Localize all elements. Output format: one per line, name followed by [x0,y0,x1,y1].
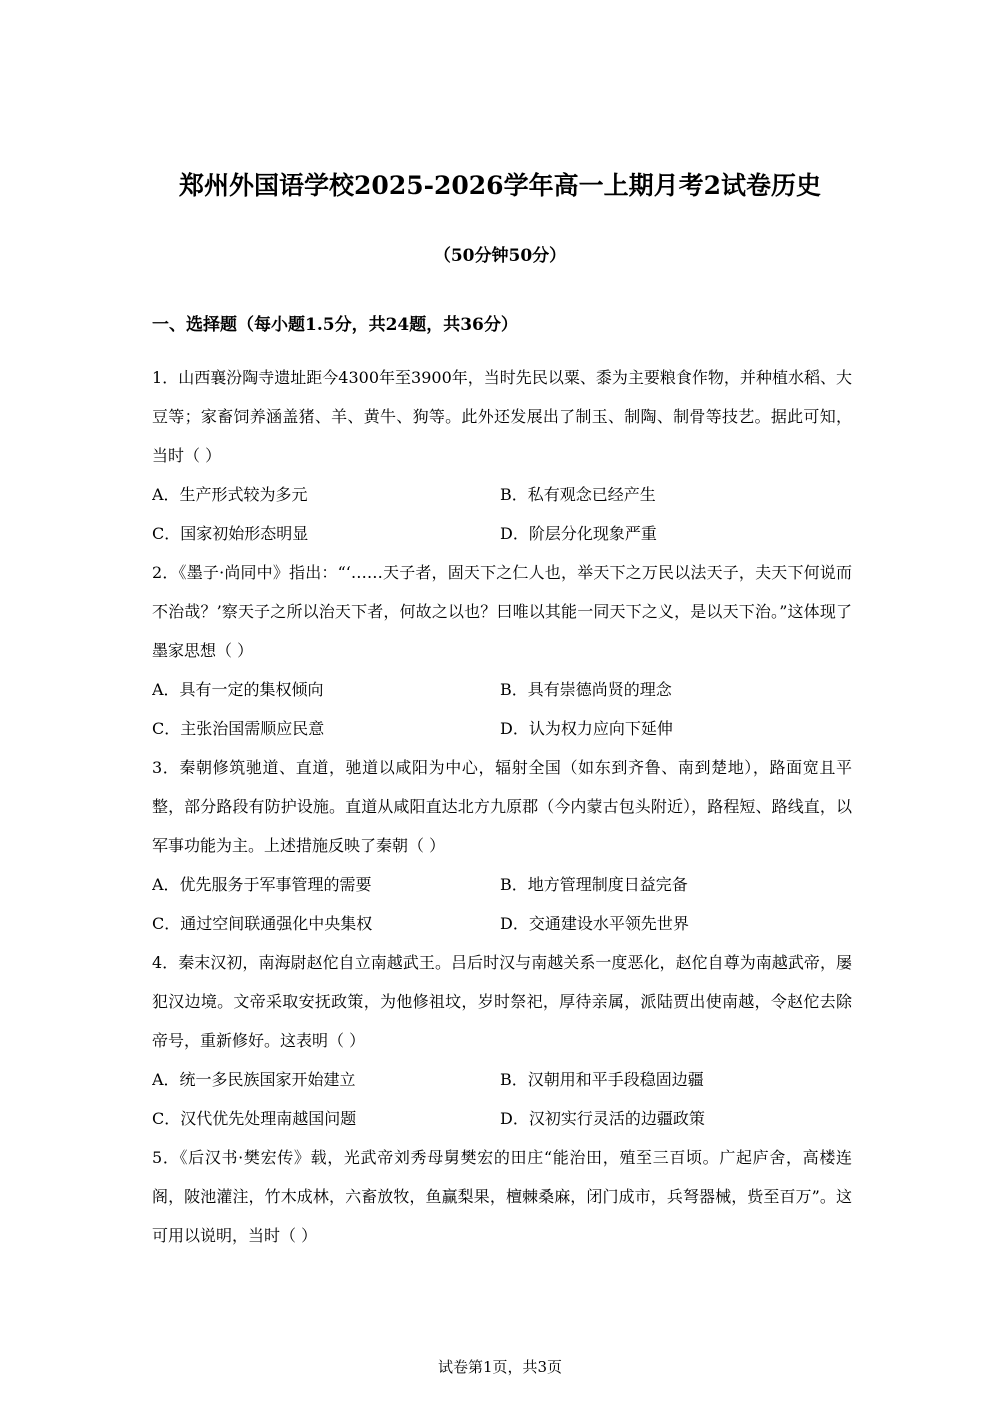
question-text: 3．秦朝修筑驰道、直道，驰道以咸阳为中心，辐射全国（如东到齐鲁、南到楚地），路面宽且平整，部分路段有防护设施。直道从咸阳直达北方九原郡（今内蒙古包头附近），路程短、路线直，以军事功能为主。上述措施反映了秦朝（ ） [152,758,852,855]
option-a: A．优先服务于军事管理的需要 [152,875,372,894]
exam-subtitle: （50分钟50分） [433,246,567,266]
option-row [152,514,852,553]
option-c: C．通过空间联通强化中央集权 [152,914,373,933]
option-b: B．汉朝用和平手段稳固边疆 [500,1070,704,1089]
option-d: D．认为权力应向下延伸 [500,719,673,738]
option-a: A．统一多民族国家开始建立 [152,1070,356,1089]
option-b: B．地方管理制度日益完备 [500,875,688,894]
question-text: 1．山西襄汾陶寺遗址距今4300年至3900年，当时先民以粟、黍为主要粮食作物，并种植水稻、大豆等；家畜饲养涵盖猪、羊、黄牛、狗等。此外还发展出了制玉、制陶、制骨等技艺。据此可知，当时（ ） [152,368,852,465]
question-list [152,358,852,1255]
section-heading: 一、选择题（每小题1.5分，共24题，共36分） [152,315,518,335]
question-text: 4．秦末汉初，南海尉赵佗自立南越武王。吕后时汉与南越关系一度恶化，赵佗自尊为南越武帝，屡犯汉边境。文帝采取安抚政策，为他修祖坟，岁时祭祀，厚待亲属，派陆贾出使南越，令赵佗去除帝号，重新修好。这表明（ ） [152,953,852,1050]
option-b: B．私有观念已经产生 [500,485,656,504]
question-text: 5．《后汉书·樊宏传》载，光武帝刘秀母舅樊宏的田庄“能治田，殖至三百顷。广起庐舍，高楼连阁，陂池灌注，竹木成林，六畜放牧，鱼赢梨果，檀棘桑麻，闭门成市，兵弩器械，赀至百万”。这可用以说明，当时（ ） [152,1148,852,1245]
option-a: A．生产形式较为多元 [152,485,308,504]
question-4 [152,943,852,1138]
question-text: 2．《墨子·尚同中》指出：“‘……天子者，固天下之仁人也，举天下之万民以法天子，夫天下何说而不治哉？’察天子之所以治天下者，何故之以也？曰唯以其能一同天下之义，是以天下治。”这体现了墨家思想（ ） [152,563,852,660]
option-row [152,1099,852,1138]
page-footer: 试卷第1页，共3页 [437,1358,563,1376]
exam-title: 郑州外国语学校2025-2026学年高一上期月考2试卷历史 [179,171,821,200]
option-d: D．交通建设水平领先世界 [500,914,689,933]
question-5 [152,1138,852,1255]
question-1 [152,358,852,553]
question-2 [152,553,852,748]
option-c: C．汉代优先处理南越国问题 [152,1109,357,1128]
option-c: C．主张治国需顺应民意 [152,719,325,738]
option-row [152,670,852,709]
option-row [152,1060,852,1099]
option-d: D．阶层分化现象严重 [500,524,657,543]
option-row [152,709,852,748]
option-d: D．汉初实行灵活的边疆政策 [500,1109,705,1128]
option-a: A．具有一定的集权倾向 [152,680,324,699]
option-b: B．具有崇德尚贤的理念 [500,680,672,699]
option-row [152,475,852,514]
option-c: C．国家初始形态明显 [152,524,309,543]
question-3 [152,748,852,943]
option-row [152,904,852,943]
option-row [152,865,852,904]
